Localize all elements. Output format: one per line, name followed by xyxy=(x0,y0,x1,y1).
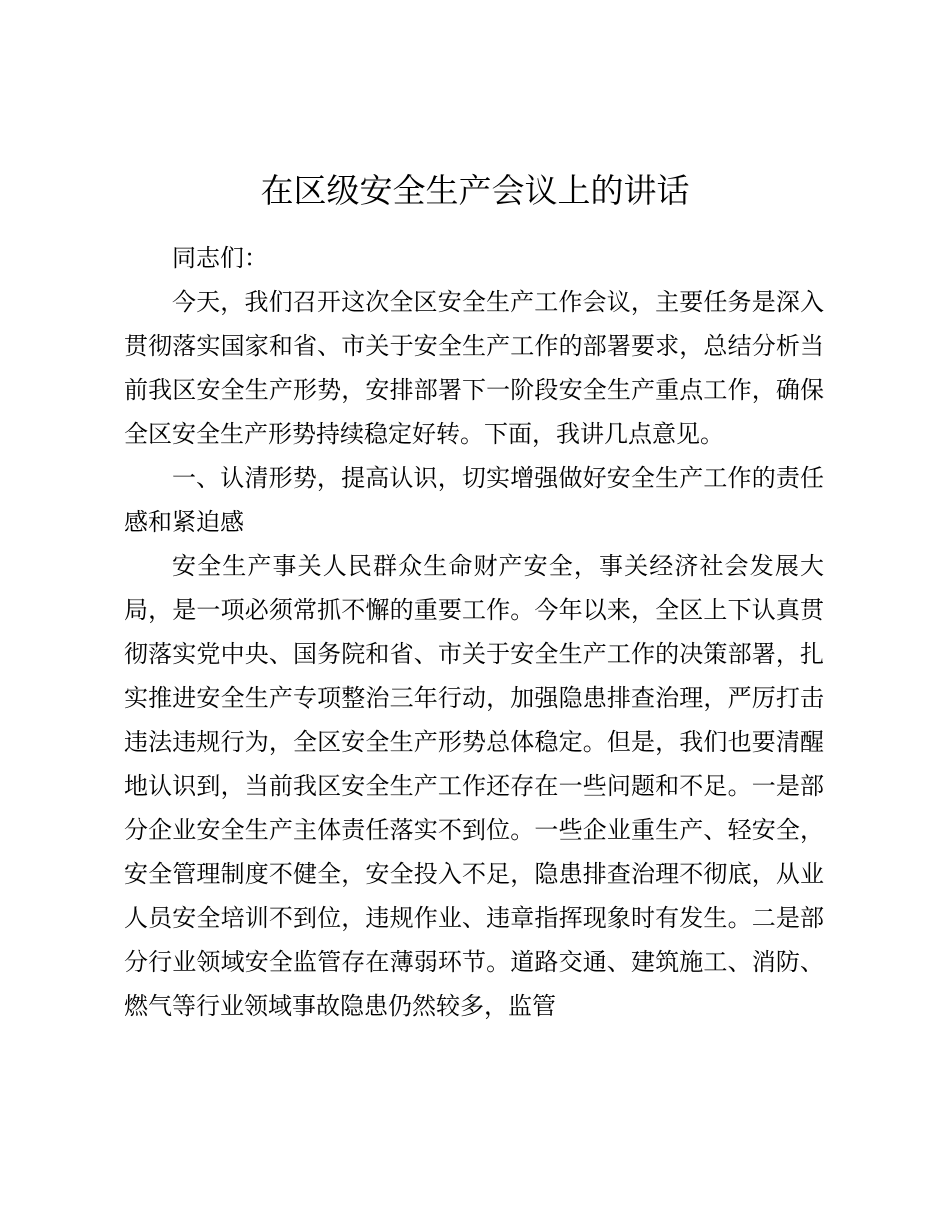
document-body xyxy=(124,236,824,1028)
section-heading: 一、认清形势，提高认识，切实增强做好安全生产工作的责任感和紧迫感 xyxy=(124,464,824,536)
intro-paragraph: 今天，我们召开这次全区安全生产工作会议，主要任务是深入贯彻落实国家和省、市关于安全生产工作的部署要求，总结分析当前我区安全生产形势，安排部署下一阶段安全生产重点工作，确保全区安全生产形势持续稳定好转。下面，我讲几点意见。 xyxy=(124,288,824,448)
salutation-paragraph: 同志们： xyxy=(172,244,268,272)
document-title: 在区级安全生产会议上的讲话 xyxy=(260,171,690,210)
body-paragraph: 安全生产事关人民群众生命财产安全，事关经济社会发展大局，是一项必须常抓不懈的重要工作。今年以来，全区上下认真贯彻落实党中央、国务院和省、市关于安全生产工作的决策部署，扎实推进安全生产专项整治三年行动，加强隐患排查治理，严厉打击违法违规行为，全区安全生产形势总体稳定。但是，我们也要清醒地认识到，当前我区安全生产工作还存在一些问题和不足。一是部分企业安全生产主体责任落实不到位。一些企业重生产、轻安全，安全管理制度不健全，安全投入不足，隐患排查治理不彻底，从业人员安全培训不到位，违规作业、违章指挥现象时有发生。二是部分行业领域安全监管存在薄弱环节。道路交通、建筑施工、消防、燃气等行业领域事故隐患仍然较多，监管 xyxy=(124,552,824,1020)
